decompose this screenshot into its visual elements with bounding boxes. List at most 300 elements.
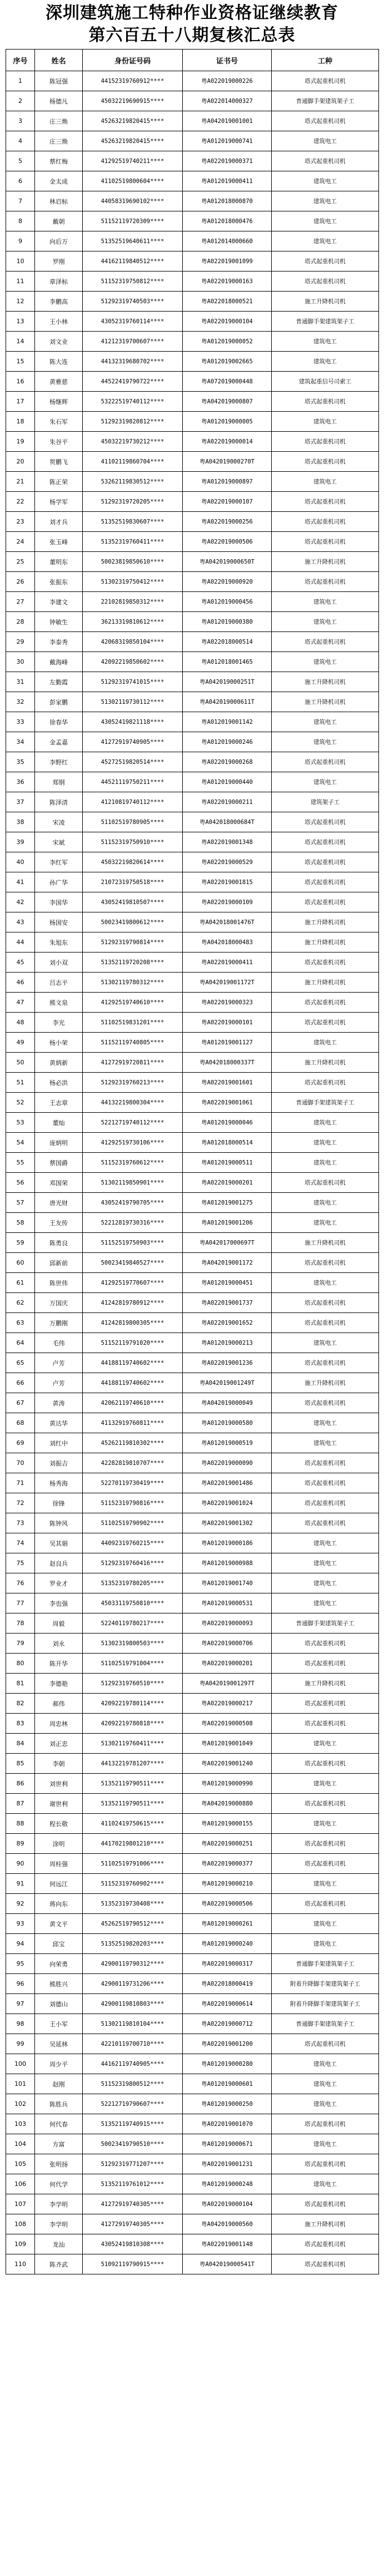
cell-id-number: 42210119700710**** (83, 2034, 183, 2054)
cell-index: 110 (6, 2254, 35, 2274)
cell-name: 刘文业 (35, 332, 83, 352)
cell-certificate-number: 粤A022019000211 (183, 792, 272, 812)
cell-name: 宋斌 (35, 832, 83, 852)
cell-index: 103 (6, 2114, 35, 2134)
cell-name: 刘永 (35, 1634, 83, 1654)
cell-id-number: 44162119740905**** (83, 2054, 183, 2074)
cell-name: 张振东 (35, 572, 83, 592)
cell-certificate-number: 粤A022019001024 (183, 1493, 272, 1513)
cell-name: 何代春 (35, 2114, 83, 2134)
cell-certificate-number: 粤A012019001049 (183, 1734, 272, 1754)
cell-index: 24 (6, 532, 35, 552)
cell-certificate-number: 粤A012014000660 (183, 231, 272, 251)
cell-index: 66 (6, 1373, 35, 1393)
cell-name: 谢世利 (35, 1794, 83, 1814)
cell-id-number: 51352319760411**** (83, 532, 183, 552)
table-row (6, 2114, 379, 2134)
cell-certificate-number: 粤A012019000240 (183, 1934, 272, 1954)
table-row (6, 1593, 379, 1613)
document-title (0, 0, 384, 49)
table-row (6, 211, 379, 231)
cell-job-type: 施工升降机司机 (272, 2214, 379, 2234)
header-id-number: 身份证号码 (83, 50, 183, 71)
cell-id-number: 50023419840527**** (83, 1253, 183, 1273)
cell-certificate-number: 粤A022019001148 (183, 2234, 272, 2254)
table-row (6, 973, 379, 993)
cell-id-number: 51292319740503**** (83, 292, 183, 312)
cell-job-type: 建筑电工 (272, 231, 379, 251)
cell-index: 44 (6, 932, 35, 953)
cell-certificate-number: 粤A022019001070 (183, 2114, 272, 2134)
cell-job-type: 建筑电工 (272, 712, 379, 732)
cell-id-number: 45032219690915**** (83, 91, 183, 111)
cell-certificate-number: 粤A022019000226 (183, 71, 272, 91)
cell-job-type: 附着升降脚手架建筑架子工 (272, 1974, 379, 1994)
cell-certificate-number: 粤A022019000090 (183, 1453, 272, 1473)
cell-job-type: 普通脚手架建筑架子工 (272, 91, 379, 111)
cell-id-number: 51292319760213**** (83, 1073, 183, 1093)
cell-id-number: 21072319750518**** (83, 872, 183, 892)
cell-index: 80 (6, 1654, 35, 1674)
cell-index: 55 (6, 1153, 35, 1173)
cell-index: 88 (6, 1814, 35, 1834)
cell-index: 73 (6, 1513, 35, 1533)
cell-name: 赵良兵 (35, 1553, 83, 1573)
table-row (6, 1253, 379, 1273)
cell-id-number: 42900119790312**** (83, 1954, 183, 1974)
cell-job-type: 施工升降机司机 (272, 932, 379, 953)
cell-certificate-number: 粤A012019000456 (183, 592, 272, 612)
table-row (6, 852, 379, 872)
cell-certificate-number: 粤A022019000317 (183, 1954, 272, 1974)
cell-index: 95 (6, 1954, 35, 1974)
cell-certificate-number: 粤A012019000250 (183, 2094, 272, 2114)
cell-name: 刘小双 (35, 953, 83, 973)
cell-certificate-number: 粤A012019000531 (183, 1593, 272, 1613)
cell-name: 卢芳 (35, 1353, 83, 1373)
cell-job-type: 塔式起重机司机 (272, 1353, 379, 1373)
table-row (6, 272, 379, 292)
cell-id-number: 52212719790607**** (83, 2094, 183, 2114)
cell-index: 65 (6, 1353, 35, 1373)
cell-job-type: 塔式起重机司机 (272, 832, 379, 852)
cell-id-number: 53262119830512**** (83, 472, 183, 492)
table-row (6, 1613, 379, 1634)
cell-name: 吴其娟 (35, 1533, 83, 1553)
cell-id-number: 44522419790722**** (83, 372, 183, 392)
table-row (6, 712, 379, 732)
cell-job-type: 建筑电工 (272, 412, 379, 432)
cell-name: 陈冠强 (35, 71, 83, 91)
cell-id-number: 51302319750412**** (83, 572, 183, 592)
table-row (6, 1273, 379, 1293)
cell-index: 40 (6, 852, 35, 872)
cell-index: 86 (6, 1774, 35, 1794)
cell-id-number: 51302119780312**** (83, 973, 183, 993)
cell-name: 钟敏生 (35, 612, 83, 632)
cell-index: 64 (6, 1333, 35, 1353)
cell-id-number: 51302119760411**** (83, 1734, 183, 1754)
cell-index: 7 (6, 191, 35, 211)
table-row (6, 1393, 379, 1413)
cell-job-type: 塔式起重机司机 (272, 752, 379, 772)
cell-certificate-number: 粤A042019001297T (183, 1674, 272, 1694)
cell-name: 卢芳 (35, 1373, 83, 1393)
cell-job-type: 附着升降脚手架建筑架子工 (272, 1994, 379, 2014)
table-row (6, 1413, 379, 1433)
cell-name: 陈大连 (35, 352, 83, 372)
cell-job-type: 塔式起重机司机 (272, 111, 379, 131)
cell-name: 李学明 (35, 2194, 83, 2214)
cell-name: 杨小荣 (35, 1033, 83, 1053)
cell-name: 周忠林 (35, 1714, 83, 1734)
cell-id-number: 51302119730112**** (83, 692, 183, 712)
cell-certificate-number: 粤A042019000807 (183, 392, 272, 412)
cell-name: 郑钢 (35, 772, 83, 792)
table-row (6, 1814, 379, 1834)
cell-name: 杨必洪 (35, 1073, 83, 1093)
cell-index: 62 (6, 1293, 35, 1313)
cell-name: 孙广华 (35, 872, 83, 892)
table-row (6, 131, 379, 151)
cell-job-type: 建筑电工 (272, 732, 379, 752)
cell-job-type: 施工升降机司机 (272, 292, 379, 312)
table-row (6, 912, 379, 932)
cell-index: 41 (6, 872, 35, 892)
cell-index: 42 (6, 892, 35, 912)
table-row (6, 1193, 379, 1213)
table-row (6, 2014, 379, 2034)
cell-certificate-number: 粤A012019000213 (183, 1333, 272, 1353)
cell-job-type: 建筑电工 (272, 1433, 379, 1453)
cell-index: 71 (6, 1473, 35, 1493)
cell-name: 万鹏刚 (35, 1313, 83, 1333)
cell-index: 70 (6, 1453, 35, 1473)
table-row (6, 1293, 379, 1313)
table-row (6, 2134, 379, 2154)
cell-job-type: 建筑电工 (272, 612, 379, 632)
table-row (6, 1213, 379, 1233)
cell-name: 何远江 (35, 1874, 83, 1894)
cell-job-type: 塔式起重机司机 (272, 1834, 379, 1854)
cell-job-type: 施工升降机司机 (272, 1373, 379, 1393)
cell-id-number: 51292319790814**** (83, 932, 183, 953)
cell-certificate-number: 粤A022019000371 (183, 151, 272, 171)
cell-job-type: 塔式起重机司机 (272, 452, 379, 472)
table-row (6, 2054, 379, 2074)
cell-certificate-number: 粤A022019001240 (183, 1754, 272, 1774)
table-row (6, 1433, 379, 1453)
cell-index: 85 (6, 1754, 35, 1774)
cell-index: 57 (6, 1193, 35, 1213)
cell-index: 59 (6, 1233, 35, 1253)
cell-certificate-number: 粤A012019000046 (183, 1113, 272, 1133)
cell-certificate-number: 粤A022019001348 (183, 832, 272, 852)
cell-certificate-number: 粤A042017000697T (183, 1233, 272, 1253)
cell-certificate-number: 粤A022019001061 (183, 1093, 272, 1113)
table-row (6, 772, 379, 792)
cell-certificate-number: 粤A012019000580 (183, 1413, 272, 1433)
cell-name: 刘红中 (35, 1433, 83, 1453)
cell-id-number: 51152319790816**** (83, 1493, 183, 1513)
table-row (6, 1133, 379, 1153)
cell-name: 李建文 (35, 592, 83, 612)
cell-job-type: 建筑电工 (272, 2134, 379, 2154)
cell-name: 向荣勇 (35, 1954, 83, 1974)
cell-id-number: 42282819810707**** (83, 1453, 183, 1473)
cell-id-number: 51152119791020**** (83, 1333, 183, 1353)
table-row (6, 1533, 379, 1553)
cell-job-type: 建筑电工 (272, 1593, 379, 1613)
cell-id-number: 44162119840512**** (83, 251, 183, 272)
cell-index: 19 (6, 432, 35, 452)
cell-job-type: 建筑电工 (272, 1333, 379, 1353)
cell-name: 徐锋 (35, 1493, 83, 1513)
cell-job-type: 建筑电工 (272, 352, 379, 372)
cell-index: 15 (6, 352, 35, 372)
cell-certificate-number: 粤A012018000514 (183, 1133, 272, 1153)
cell-name: 邓国荣 (35, 1173, 83, 1193)
cell-certificate-number: 粤A012019000988 (183, 1553, 272, 1573)
cell-index: 33 (6, 712, 35, 732)
cell-index: 81 (6, 1674, 35, 1694)
title-line-1: 深圳建筑施工特种作业资格证继续教育 (46, 3, 338, 23)
table-row (6, 332, 379, 352)
cell-certificate-number: 粤A012019000741 (183, 131, 272, 151)
table-row (6, 1333, 379, 1353)
table-row (6, 632, 379, 652)
cell-certificate-number: 粤A022018000521 (183, 292, 272, 312)
cell-name: 董明东 (35, 552, 83, 572)
cell-id-number: 50023819850610**** (83, 552, 183, 572)
cell-name: 左勤霞 (35, 672, 83, 692)
cell-id-number: 44170219801210**** (83, 1834, 183, 1854)
cell-job-type: 建筑电工 (272, 2074, 379, 2094)
cell-name: 黄炳新 (35, 1053, 83, 1073)
cell-name: 蔡国爵 (35, 1153, 83, 1173)
table-row (6, 1854, 379, 1874)
cell-job-type: 建筑电工 (272, 191, 379, 211)
cell-index: 30 (6, 652, 35, 672)
cell-index: 47 (6, 993, 35, 1013)
cell-certificate-number: 粤A012018001465 (183, 652, 272, 672)
cell-job-type: 建筑电工 (272, 131, 379, 151)
cell-job-type: 塔式起重机司机 (272, 1253, 379, 1273)
cell-index: 98 (6, 2014, 35, 2034)
cell-certificate-number: 粤A022014000327 (183, 91, 272, 111)
cell-job-type: 塔式起重机司机 (272, 2034, 379, 2054)
table-row (6, 1453, 379, 1473)
cell-id-number: 41102419750615**** (83, 1814, 183, 1834)
cell-certificate-number: 粤A022019000104 (183, 312, 272, 332)
cell-id-number: 43052419810507**** (83, 892, 183, 912)
cell-job-type: 建筑电工 (272, 1774, 379, 1794)
cell-index: 12 (6, 292, 35, 312)
cell-id-number: 41242819780912**** (83, 1293, 183, 1313)
table-row (6, 1313, 379, 1333)
cell-index: 2 (6, 91, 35, 111)
cell-name: 王小军 (35, 2014, 83, 2034)
cell-id-number: 51102519791006**** (83, 1854, 183, 1874)
cell-certificate-number: 粤A012019000186 (183, 1533, 272, 1553)
cell-name: 周少平 (35, 2054, 83, 2074)
cell-id-number: 41292519770607**** (83, 1273, 183, 1293)
cell-job-type: 建筑电工 (272, 1413, 379, 1433)
cell-index: 105 (6, 2154, 35, 2174)
cell-id-number: 41272919720811**** (83, 1053, 183, 1073)
cell-id-number: 41272919740905**** (83, 732, 183, 752)
cell-index: 97 (6, 1994, 35, 2014)
cell-id-number: 44058319690102**** (83, 191, 183, 211)
cell-certificate-number: 粤A042019000880 (183, 1794, 272, 1814)
cell-certificate-number: 粤A042019000049 (183, 1393, 272, 1413)
table-row (6, 672, 379, 692)
cell-id-number: 51152319750812**** (83, 272, 183, 292)
cell-job-type: 塔式起重机司机 (272, 2234, 379, 2254)
cell-index: 10 (6, 251, 35, 272)
cell-job-type: 塔式起重机司机 (272, 2254, 379, 2274)
cell-index: 1 (6, 71, 35, 91)
cell-index: 26 (6, 572, 35, 592)
cell-certificate-number: 粤A012018000870 (183, 191, 272, 211)
cell-id-number: 42068319850104**** (83, 632, 183, 652)
cell-index: 52 (6, 1093, 35, 1113)
cell-index: 75 (6, 1553, 35, 1573)
cell-id-number: 53222519740112**** (83, 392, 183, 412)
cell-job-type: 塔式起重机司机 (272, 953, 379, 973)
table-row (6, 752, 379, 772)
cell-index: 91 (6, 1874, 35, 1894)
cell-job-type: 建筑电工 (272, 772, 379, 792)
cell-certificate-number: 粤A042019001249T (183, 1373, 272, 1393)
table-row (6, 1834, 379, 1854)
table-row (6, 412, 379, 432)
cell-id-number: 51352519640611**** (83, 231, 183, 251)
table-row (6, 1974, 379, 1994)
cell-certificate-number: 粤A022019000920 (183, 572, 272, 592)
cell-name: 金孟嘉 (35, 732, 83, 752)
cell-name: 程长敬 (35, 1814, 83, 1834)
cell-job-type: 普通脚手架建筑架子工 (272, 1093, 379, 1113)
cell-name: 黄涛 (35, 1393, 83, 1413)
cell-index: 6 (6, 171, 35, 191)
cell-id-number: 51292319771207**** (83, 2154, 183, 2174)
table-row (6, 1794, 379, 1814)
cell-certificate-number: 粤A012019001275 (183, 1193, 272, 1213)
cell-name: 万国庆 (35, 1293, 83, 1313)
cell-id-number: 51102519780905**** (83, 812, 183, 832)
cell-certificate-number: 粤A022019000104 (183, 2194, 272, 2214)
cell-certificate-number: 粤A022019001737 (183, 1293, 272, 1313)
cell-index: 68 (6, 1413, 35, 1433)
cell-certificate-number: 粤A012019000005 (183, 412, 272, 432)
cell-id-number: 51302119810104**** (83, 2014, 183, 2034)
cell-id-number: 45272519820514**** (83, 752, 183, 772)
table-row (6, 512, 379, 532)
cell-job-type: 塔式起重机司机 (272, 1794, 379, 1814)
table-row (6, 892, 379, 912)
cell-name: 刘世利 (35, 1774, 83, 1794)
cell-certificate-number: 粤A012019001142 (183, 712, 272, 732)
cell-index: 79 (6, 1634, 35, 1654)
cell-name: 李鹏高 (35, 292, 83, 312)
table-row (6, 2174, 379, 2194)
cell-job-type: 建筑电工 (272, 472, 379, 492)
cell-job-type: 塔式起重机司机 (272, 1453, 379, 1473)
table-row (6, 572, 379, 592)
table-row (6, 1734, 379, 1754)
cell-index: 14 (6, 332, 35, 352)
cell-index: 45 (6, 953, 35, 973)
cell-id-number: 42062119740610**** (83, 1393, 183, 1413)
cell-job-type: 建筑电工 (272, 1734, 379, 1754)
cell-id-number: 51292319820812**** (83, 412, 183, 432)
cell-certificate-number: 粤A022019000256 (183, 512, 272, 532)
cell-job-type: 塔式起重机司机 (272, 492, 379, 512)
cell-name: 杨继辉 (35, 392, 83, 412)
cell-index: 49 (6, 1033, 35, 1053)
cell-index: 104 (6, 2134, 35, 2154)
cell-certificate-number: 粤A022019001099 (183, 251, 272, 272)
table-row (6, 812, 379, 832)
table-row (6, 1093, 379, 1113)
cell-index: 11 (6, 272, 35, 292)
cell-job-type: 塔式起重机司机 (272, 392, 379, 412)
cell-id-number: 44132219800304**** (83, 1093, 183, 1113)
cell-certificate-number: 粤A012019000897 (183, 472, 272, 492)
cell-certificate-number: 粤A022019000506 (183, 1894, 272, 1914)
cell-index: 18 (6, 412, 35, 432)
cell-name: 庞炳明 (35, 1133, 83, 1153)
table-row (6, 312, 379, 332)
table-row (6, 953, 379, 973)
cell-job-type: 塔式起重机司机 (272, 1634, 379, 1654)
table-row (6, 2214, 379, 2234)
cell-index: 60 (6, 1253, 35, 1273)
cell-index: 94 (6, 1934, 35, 1954)
table-row (6, 1513, 379, 1533)
table-row (6, 1113, 379, 1133)
cell-index: 78 (6, 1613, 35, 1634)
title-line-2: 第六百五十八期复核汇总表 (88, 26, 296, 45)
cell-certificate-number: 粤A022019001236 (183, 1353, 272, 1373)
cell-id-number: 45263219820415**** (83, 111, 183, 131)
cell-job-type: 普通脚手架建筑架子工 (272, 2014, 379, 2034)
cell-certificate-number: 粤A022019000268 (183, 752, 272, 772)
cell-job-type: 建筑电工 (272, 1273, 379, 1293)
cell-id-number: 50023419800612**** (83, 912, 183, 932)
cell-job-type: 施工升降机司机 (272, 1233, 379, 1253)
cell-id-number: 50023419790510**** (83, 2134, 183, 2154)
cell-name: 庄三焕 (35, 111, 83, 131)
cell-certificate-number: 粤A022019000712 (183, 2014, 272, 2034)
table-row (6, 612, 379, 632)
cell-job-type: 塔式起重机司机 (272, 1073, 379, 1093)
cell-index: 72 (6, 1493, 35, 1513)
table-row (6, 652, 379, 672)
cell-index: 106 (6, 2174, 35, 2194)
cell-job-type: 建筑电工 (272, 652, 379, 672)
cell-name: 陈世伟 (35, 1273, 83, 1293)
cell-index: 63 (6, 1313, 35, 1333)
cell-id-number: 41210819740112**** (83, 792, 183, 812)
table-row (6, 452, 379, 472)
cell-job-type: 施工升降机司机 (272, 1053, 379, 1073)
cell-certificate-number: 粤A012019000280 (183, 2054, 272, 2074)
cell-index: 100 (6, 2054, 35, 2074)
cell-certificate-number: 粤A022019000217 (183, 1694, 272, 1714)
cell-name: 李光 (35, 1013, 83, 1033)
